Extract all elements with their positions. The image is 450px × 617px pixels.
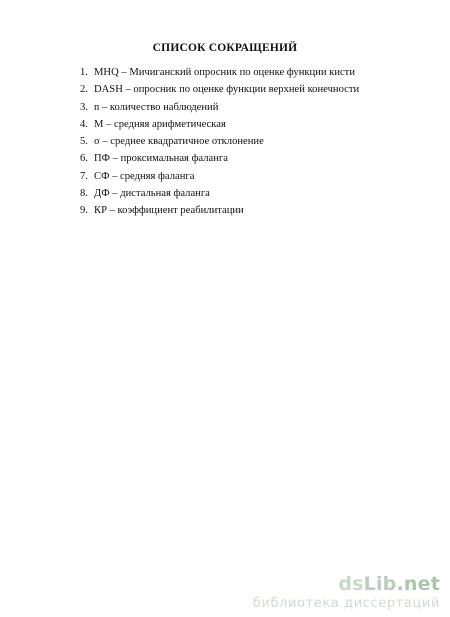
abbreviation-list [80,67,410,223]
item-number: 9. [80,205,88,217]
item-text: M – средняя арифметическая [94,118,226,130]
item-text: MHQ – Мичиганский опросник по оценке функции кисти [94,67,355,78]
item-text: СФ – средняя фаланга [94,170,195,182]
list-item [80,136,410,153]
item-text: σ – среднее квадратичное отклонение [94,136,264,148]
list-item [80,119,410,136]
item-text: КР – коэффициент реабилитации [94,205,244,217]
list-item [80,153,410,170]
item-number: 8. [80,188,88,200]
item-number: 5. [80,136,88,148]
list-item [80,205,410,222]
watermark [253,574,440,611]
item-text: n – количество наблюдений [94,101,219,113]
list-item [80,171,410,188]
list-item [80,102,410,119]
watermark-brand-ds: ds [338,573,364,595]
item-text: ДФ – дистальная фаланга [94,188,210,200]
watermark-brand-lib: Lib [363,573,397,595]
list-item [80,84,410,101]
watermark-subtitle: библиотека диссертаций [252,596,440,611]
item-number: 3. [80,101,88,113]
item-text: DASH – опросник по оценке функции верхней конечности [94,84,360,96]
item-number: 6. [80,153,88,165]
watermark-brand-net: .net [396,573,440,595]
page-title: СПИСОК СОКРАЩЕНИЙ [152,42,298,54]
item-text: ПФ – проксимальная фаланга [94,153,228,165]
item-number: 2. [80,84,88,96]
list-item [80,67,410,84]
item-number: 1. [80,67,88,78]
list-item [80,188,410,205]
watermark-brand [253,574,440,594]
item-number: 7. [80,170,88,182]
item-number: 4. [80,118,88,130]
